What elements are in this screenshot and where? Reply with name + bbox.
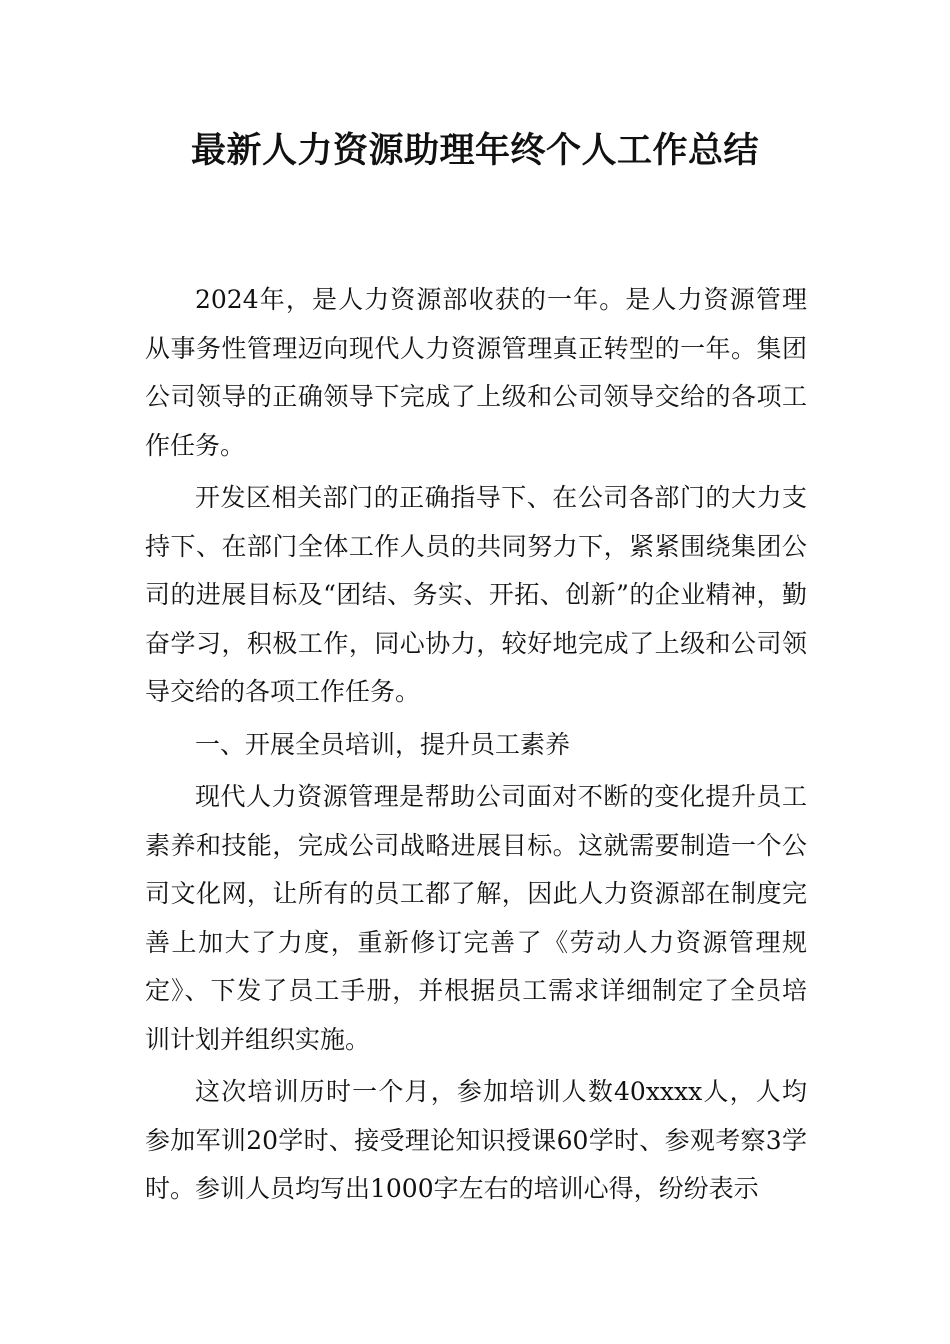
document-title: 最新人力资源助理年终个人工作总结 — [190, 131, 759, 171]
paragraph-training-details: 这次培训历时一个月，参加培训人数40xxxx人，人均参加军训20学时、接受理论知识授课60学时、参观考察3学时。参训人员均写出1000字左右的培训心得，纷纷表示 — [145, 1077, 807, 1203]
paragraph-modern-hr: 现代人力资源管理是帮助公司面对不断的变化提升员工素养和技能，完成公司战略进展目标。这就需要制造一个公司文化网，让所有的员工都了解，因此人力资源部在制度完善上加大了力度，重新修订完善了《劳动人力资源管理规定》、下发了员工手册，并根据员工需求详细制定了全员培训计划并组织实施。 — [145, 782, 807, 1054]
section-heading-training: 一、开展全员培训，提升员工素养 — [195, 729, 571, 759]
paragraph-intro: 2024年，是人力资源部收获的一年。是人力资源管理从事务性管理迈向现代人力资源管理真正转型的一年。集团公司领导的正确领导下完成了上级和公司领导交给的各项工作任务。 — [145, 285, 807, 460]
paragraph-development-zone: 开发区相关部门的正确指导下、在公司各部门的大力支持下、在部门全体工作人员的共同努力下，紧紧围绕集团公司的进展目标及“团结、务实、开拓、创新”的企业精神，勤奋学习，积极工作，同心协力，较好地完成了上级和公司领导交给的各项工作任务。 — [145, 483, 807, 706]
document-body — [145, 276, 807, 1218]
